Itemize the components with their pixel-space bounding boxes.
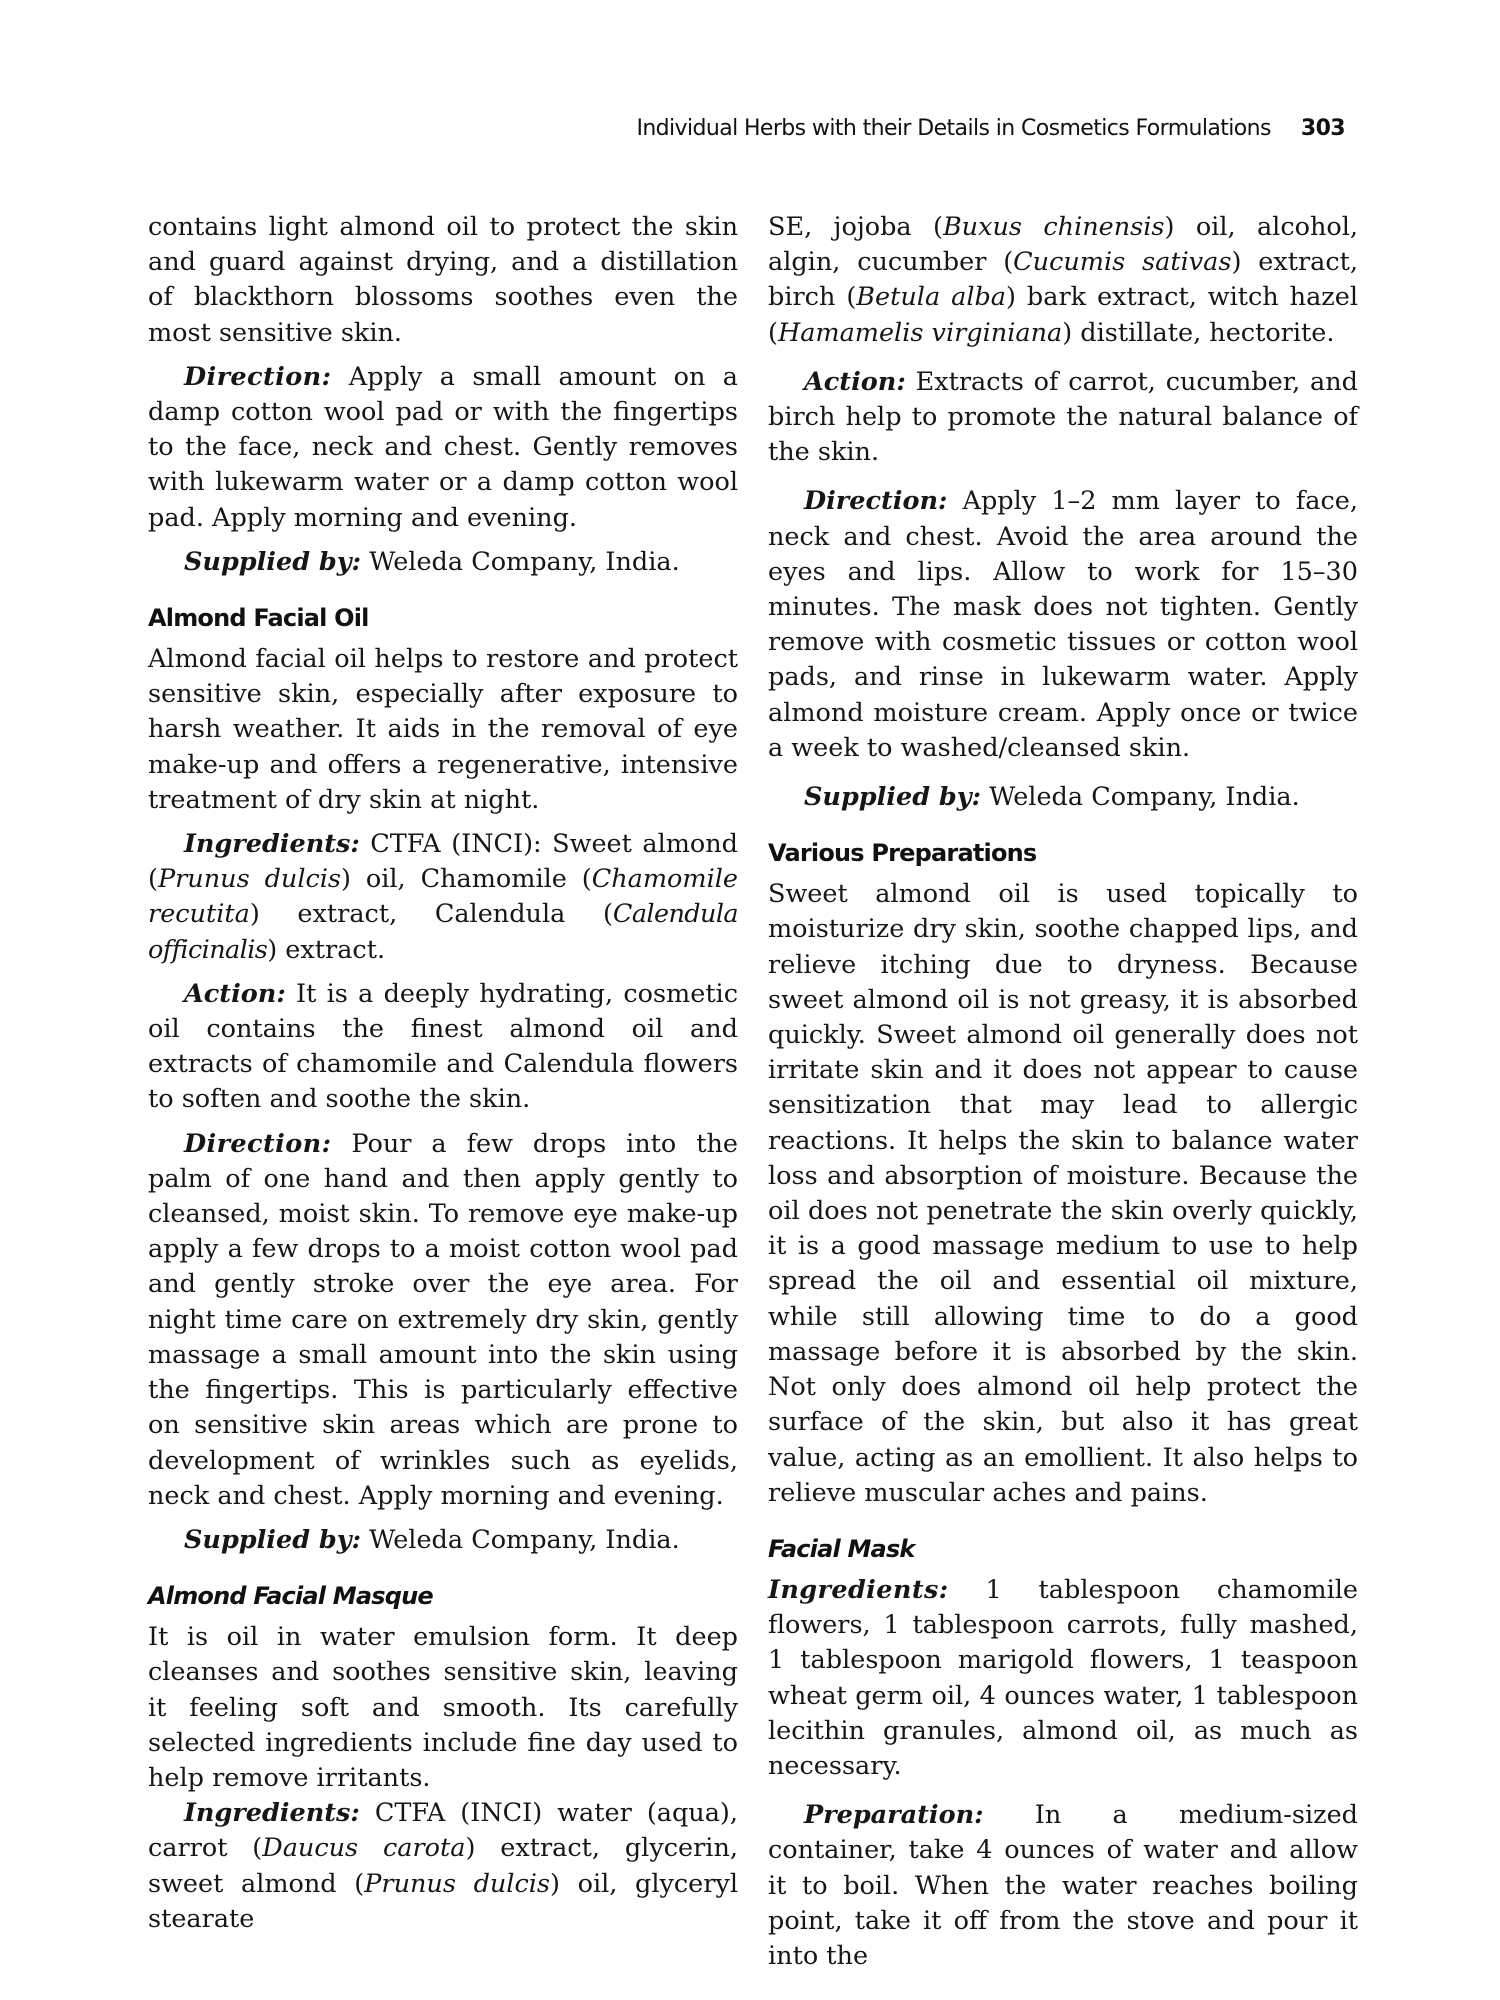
direction-text: Pour a few drops into the palm of one hand and then apply gently to cleansed, moist skin. To remove eye make-up apply a few drops to a moist cotton wool pad and gently stroke over the eye area. For night time care on extremely dry skin, gently massage a small amount into the skin using the fingertips. This is particularly effective on sensitive skin areas which are prone to development of wrinkles such as eyelids, neck and chest. Apply morning and evening. [148, 1128, 738, 1511]
masque-action [768, 365, 1358, 471]
intro-continuation-paragraph: contains light almond oil to protect the skin and guard against drying, and a distillation of blackthorn blossoms soothes even the most sensitive skin. [148, 212, 738, 348]
ingredients-text: ) extract. [267, 934, 386, 965]
running-header-title: Individual Herbs with their Details in Cosmetics Formulations [636, 116, 1271, 141]
section-heading-almond-facial-masque: Almond Facial Masque [148, 1582, 433, 1611]
scientific-name: Calendula officinalis [148, 899, 738, 965]
ingredients-text: 1 tablespoon chamomile flowers, 1 tablespoon carrots, fully mashed, 1 tablespoon marigold flowers, 1 teaspoon wheat germ oil, 4 ounces water, 1 tablespoon lecithin granules, almond oil, as much as necessary. [768, 1574, 1358, 1781]
ingredients-label: Ingredients: [768, 1574, 949, 1605]
scientific-name: Prunus dulcis [364, 1868, 550, 1899]
ingredients-text: ) oil, alcohol, algin, cucumber ( [768, 212, 1358, 278]
section-heading-almond-facial-oil: Almond Facial Oil [148, 604, 369, 633]
left-column [148, 210, 738, 1937]
action-label: Action: [804, 366, 906, 397]
masque-supplied-by [768, 780, 1358, 815]
supplied-by-label: Supplied by: [184, 1524, 361, 1555]
scientific-name: Prunus dulcis [157, 864, 342, 895]
almond-facial-oil-supplied-by [148, 1523, 738, 1558]
facial-mask-preparation [768, 1798, 1358, 1974]
action-text: It is a deeply hydrating, cosmetic oil contains the finest almond oil and extracts of chamomile and Calendula flowers to soften and soothe the skin. [148, 978, 738, 1115]
scientific-name: Hamamelis virginiana [777, 317, 1063, 348]
masque-direction [768, 484, 1358, 766]
direction-label: Direction: [184, 361, 332, 392]
supplied-by-paragraph [148, 545, 738, 580]
ingredients-text: ) extract, glycerin, sweet almond ( [148, 1833, 738, 1899]
direction-label: Direction: [184, 1128, 332, 1159]
running-header [520, 116, 1345, 141]
direction-text: Apply a small amount on a damp cotton wool pad or with the fingertips to the face, neck and chest. Gently removes with lukewarm water or a damp cotton wool pad. Apply morning and evening. [148, 361, 738, 533]
section-heading-various-preparations: Various Preparations [768, 839, 1037, 868]
almond-facial-oil-ingredients [148, 827, 738, 968]
ingredients-text: CTFA (INCI): Sweet almond ( [148, 829, 738, 895]
ingredients-text: SE, jojoba ( [768, 212, 943, 242]
supplied-by-label: Supplied by: [804, 782, 981, 813]
ingredients-text: ) extract, birch ( [768, 247, 1358, 313]
almond-facial-masque-description: It is oil in water emulsion form. It deep cleanses and soothes sensitive skin, leaving it feeling soft and smooth. Its carefully selected ingredients include fine day used to help remove irritants. [148, 1622, 738, 1793]
direction-label: Direction: [804, 486, 948, 517]
almond-facial-oil-direction [148, 1127, 738, 1514]
preparation-text: In a medium-sized container, take 4 ounces of water and allow it to boil. When the water reaches boiling point, take it off from the stove and pour it into the [768, 1800, 1358, 1971]
scientific-name: Betula alba [856, 282, 1007, 313]
ingredients-text: ) oil, Chamomile ( [341, 864, 592, 895]
direction-paragraph [148, 360, 738, 536]
masque-ingredients-continuation [768, 210, 1358, 351]
almond-facial-masque-ingredients [148, 1796, 738, 1937]
facial-mask-ingredients [768, 1573, 1358, 1784]
right-column [768, 210, 1358, 1974]
ingredients-text: ) distillate, hectorite. [1062, 317, 1335, 348]
supplied-by-text: Weleda Company, India. [360, 546, 680, 577]
supplied-by-text: Weleda Company, India. [360, 1524, 680, 1555]
scientific-name: Cucumis sativas [1013, 247, 1232, 278]
ingredients-text: ) bark extract, witch hazel ( [768, 282, 1358, 348]
preparation-label: Preparation: [804, 1800, 984, 1831]
ingredients-text: ) oil, glyceryl stearate [148, 1868, 739, 1934]
ingredients-text: ) extract, Calendula ( [249, 899, 613, 930]
action-text: Extracts of carrot, cucumber, and birch help to promote the natural balance of the skin. [768, 366, 1358, 468]
ingredients-label: Ingredients: [184, 1798, 360, 1829]
page-number: 303 [1300, 116, 1345, 141]
almond-facial-oil-description: Almond facial oil helps to restore and protect sensitive skin, especially after exposure to harsh weather. It aids in the removal of eye make-up and offers a regenerative, intensive treatment of dry skin at night. [148, 644, 738, 815]
section-heading-facial-mask: Facial Mask [768, 1534, 915, 1563]
ingredients-text: CTFA (INCI) water (aqua), carrot ( [148, 1798, 738, 1864]
supplied-by-label: Supplied by: [184, 546, 361, 577]
scientific-name: Buxus chinensis [942, 212, 1165, 242]
action-label: Action: [184, 978, 286, 1009]
almond-facial-oil-action [148, 977, 738, 1118]
scientific-name: Daucus carota [262, 1833, 466, 1864]
direction-text: Apply 1–2 mm layer to face, neck and chest. Avoid the area around the eyes and lips. Allow to work for 15–30 minutes. The mask does not tighten. Gently remove with cosmetic tissues or cotton wool pads, and rinse in lukewarm water. Apply almond moisture cream. Apply once or twice a week to washed/cleansed skin. [768, 486, 1358, 763]
various-preparations-text: Sweet almond oil is used topically to moisturize dry skin, soothe chapped lips, and relieve itching due to dryness. Because sweet almond oil is not greasy, it is absorbed quickly. Sweet almond oil generally does not irritate skin and it does not appear to cause sensitization that may lead to allergic reactions. It helps the skin to balance water loss and absorption of moisture. Because the oil does not penetrate the skin overly quickly, it is a good massage medium to use to help spread the oil and essential oil mixture, while still allowing time to do a good massage before it is absorbed by the skin. Not only does almond oil help protect the surface of the skin, but also it has great value, acting as an emollient. It also helps to relieve muscular aches and pains. [768, 879, 1358, 1508]
supplied-by-text: Weleda Company, India. [980, 782, 1300, 813]
scientific-name: Chamomile recutita [148, 864, 738, 930]
ingredients-label: Ingredients: [184, 829, 360, 860]
